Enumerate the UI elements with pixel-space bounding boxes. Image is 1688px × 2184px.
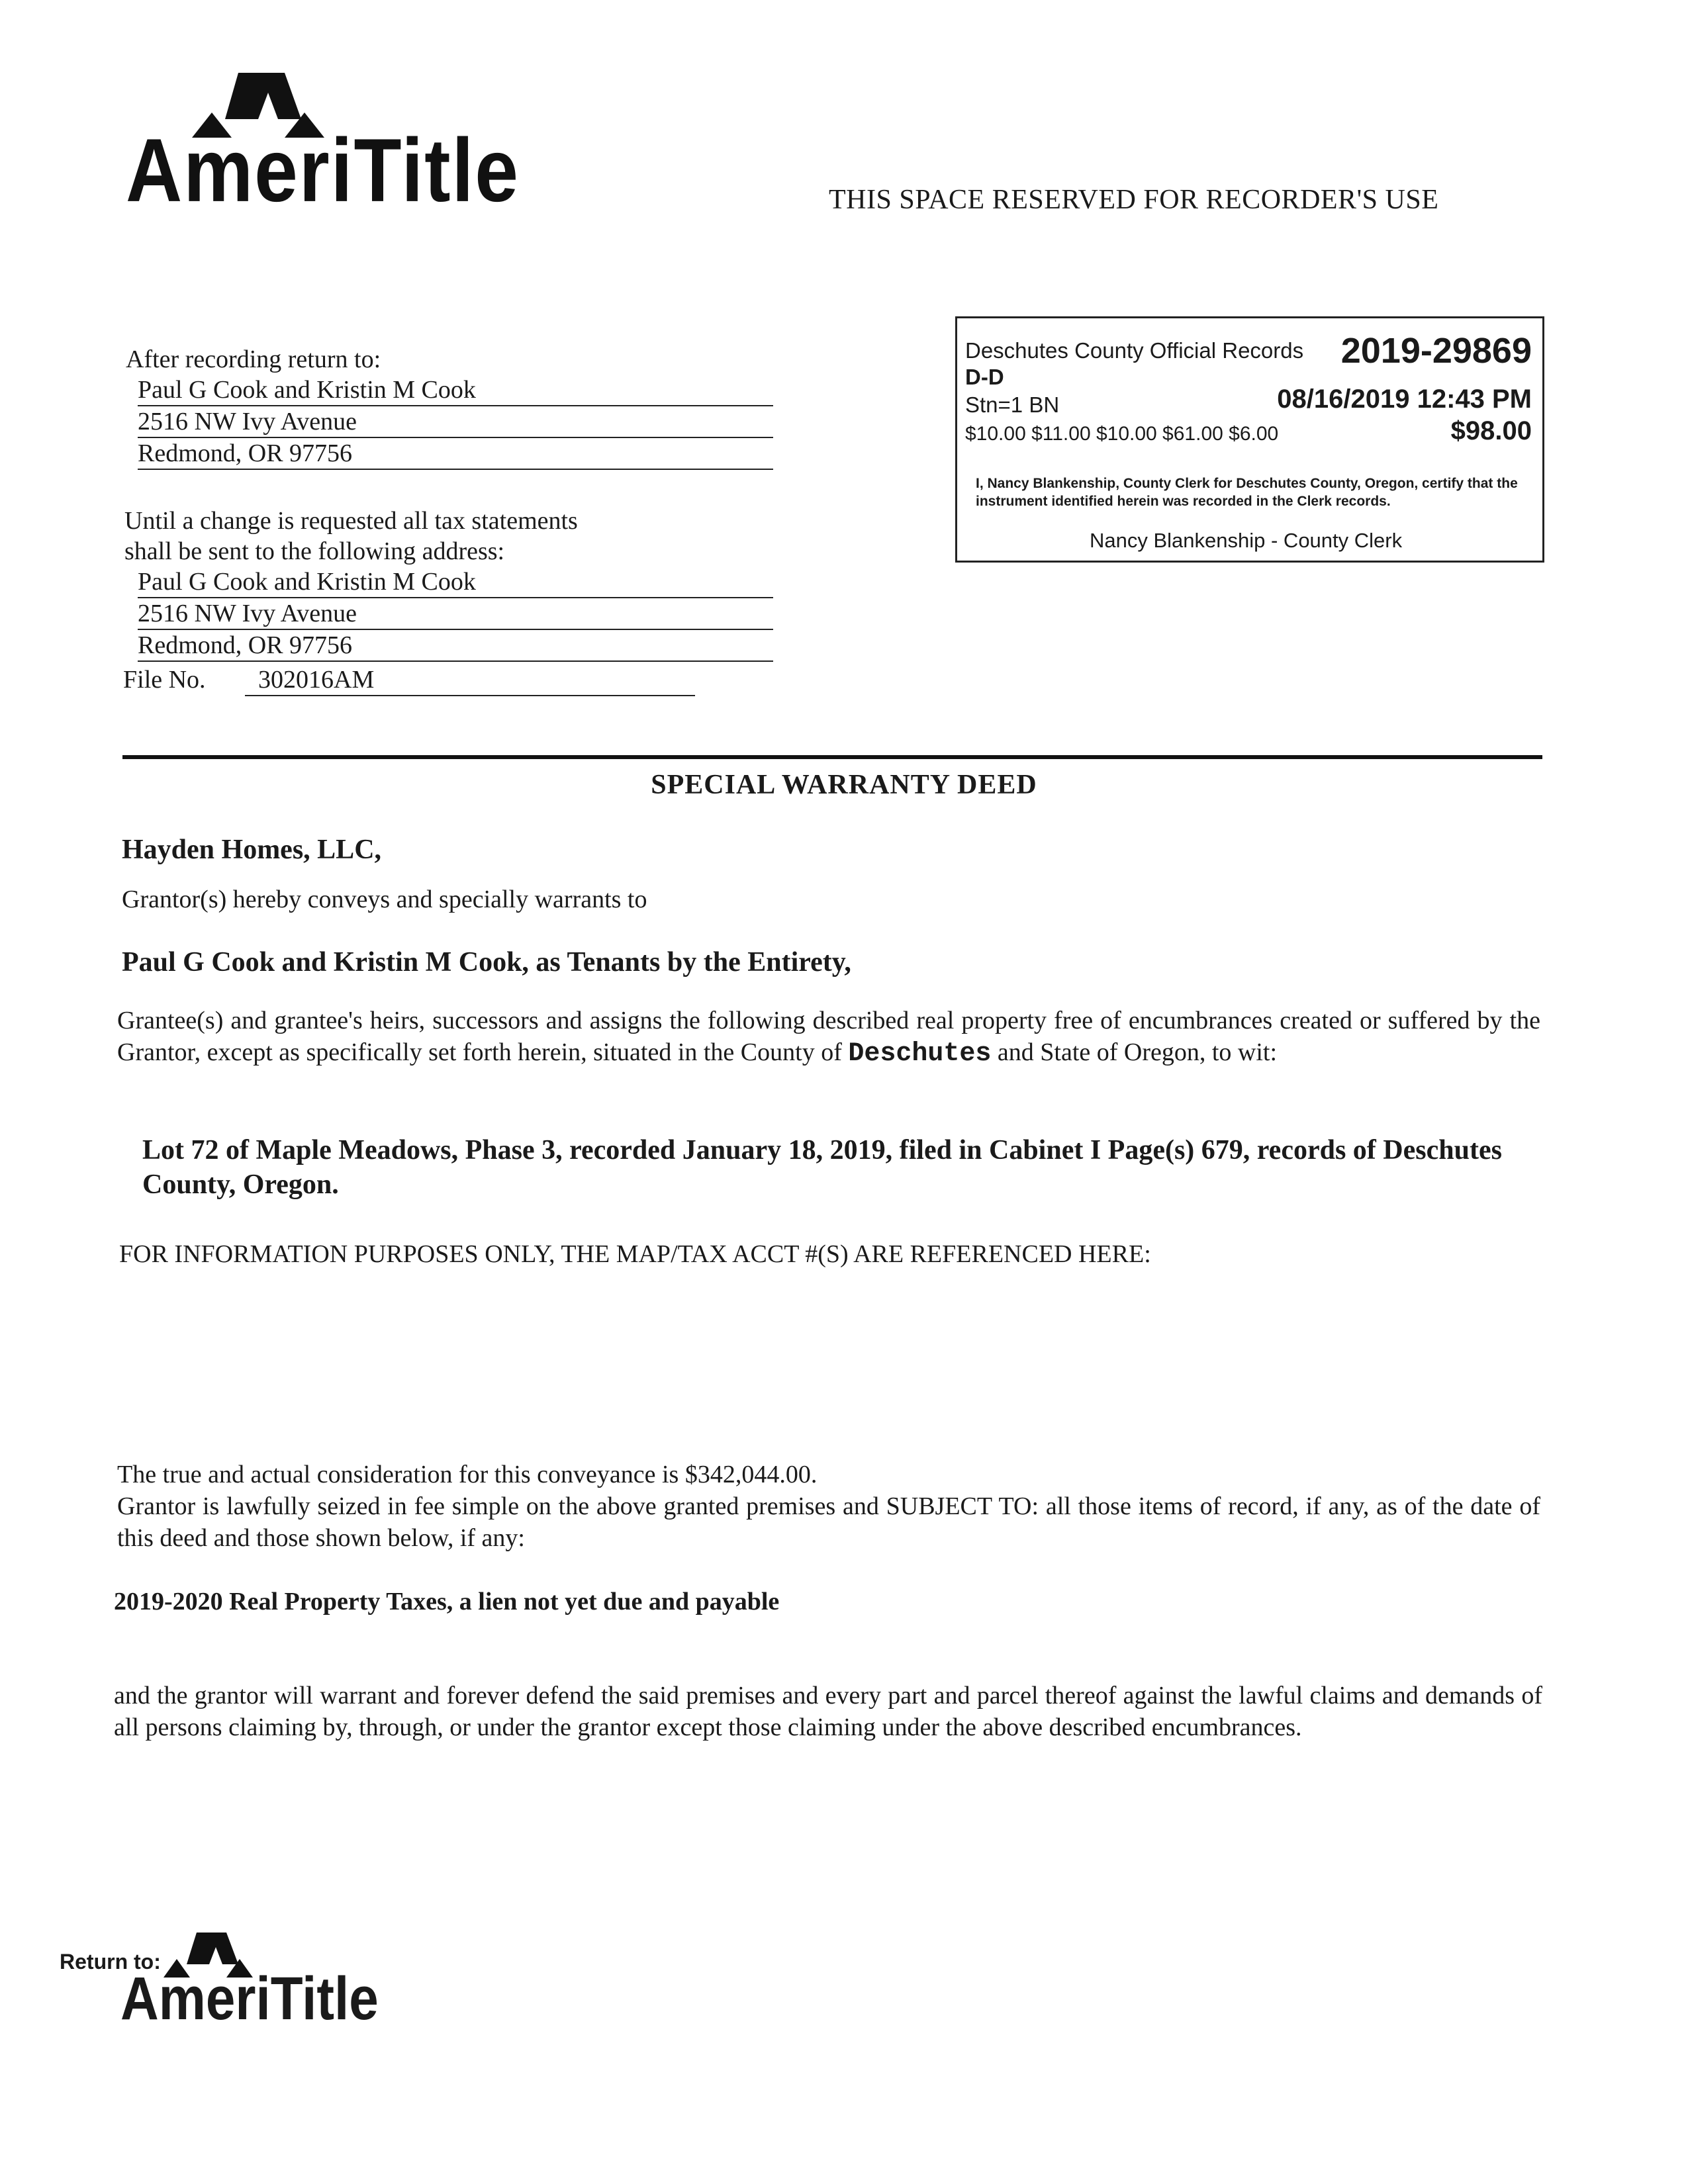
consideration-statement: The true and actual consideration for this conveyance is $342,044.00. (117, 1461, 818, 1488)
clerk-certification: I, Nancy Blankenship, County Clerk for Deschutes County, Oregon, certify that the instrument identified herein was recorded in the Clerk records. (976, 476, 1518, 509)
return-to-city: Redmond, OR 97756 (138, 438, 773, 470)
records-office: Deschutes County Official Records (965, 338, 1304, 363)
recording-fees: $10.00 $11.00 $10.00 $61.00 $6.00 (965, 423, 1279, 445)
grantor-clause: Grantor(s) hereby conveys and specially warrants to (122, 886, 647, 913)
return-to-street: 2516 NW Ivy Avenue (138, 406, 773, 438)
tax-statement-street: 2516 NW Ivy Avenue (138, 598, 773, 630)
file-number: 302016AM (245, 664, 695, 696)
tax-statement-city: Redmond, OR 97756 (138, 630, 773, 662)
grantor-name: Hayden Homes, LLC, (122, 835, 382, 865)
footer-logo (120, 1933, 379, 2038)
document-type: D-D (965, 365, 1004, 389)
recording-number: 2019-29869 (1340, 331, 1532, 371)
ameritite-logo (126, 73, 520, 221)
return-to-label: After recording return to: (126, 345, 381, 373)
section-divider (122, 755, 1542, 759)
file-number-label: File No. (123, 666, 206, 694)
county-name: Deschutes (848, 1039, 992, 1069)
warranty-clause: and the grantor will warrant and forever defend the said premises and every part and parcel thereof against the lawful claims and demands of all persons claiming by, through, or under the grantor except those claiming under the above described encumbrances. (114, 1682, 1542, 1741)
recording-total: $98.00 (1450, 416, 1532, 445)
grantee-clause-text: Grantee(s) and grantee's heirs, successors and assigns the following described real property free of encumbrances created or suffered by the Grantor, except as specifically set forth herein, situated in the County of (117, 1007, 1540, 1066)
tax-statement-label-2: shall be sent to the following address: (124, 537, 505, 565)
deed-title: SPECIAL WARRANTY DEED (651, 770, 1037, 800)
info-purposes-notice: FOR INFORMATION PURPOSES ONLY, THE MAP/TAX ACCT #(S) ARE REFERENCED HERE: (119, 1240, 1151, 1268)
grantee-clause (117, 1005, 1540, 1070)
tax-statement-name: Paul G Cook and Kristin M Cook (138, 567, 773, 598)
return-to-name: Paul G Cook and Kristin M Cook (138, 375, 773, 406)
footer-return-label: Return to: (60, 1950, 161, 1974)
recorder-space-label: THIS SPACE RESERVED FOR RECORDER'S USE (829, 185, 1439, 215)
legal-description: Lot 72 of Maple Meadows, Phase 3, recorded January 18, 2019, filed in Cabinet I Page(s) 679, records of Deschutes County, Oregon. (142, 1135, 1502, 1200)
grantee-clause-end: and State of Oregon, to wit: (991, 1038, 1278, 1066)
recording-stamp (955, 316, 1544, 563)
recording-datetime: 08/16/2019 12:43 PM (1277, 385, 1532, 414)
logo-wordmark: AmeriTitle (126, 120, 520, 221)
subject-to-clause: Grantor is lawfully seized in fee simple on the above granted premises and SUBJECT TO: all those items of record, if any, as of the date of this deed and those shown below, if any: (117, 1492, 1540, 1552)
footer-logo-wordmark: AmeriTitle (120, 1964, 379, 2032)
exception-item: 2019-2020 Real Property Taxes, a lien not yet due and payable (114, 1588, 780, 1615)
grantee-name: Paul G Cook and Kristin M Cook, as Tenants by the Entirety, (122, 947, 851, 978)
station-code: Stn=1 BN (965, 392, 1060, 417)
tax-statement-label-1: Until a change is requested all tax statements (124, 507, 578, 535)
county-clerk-name: Nancy Blankenship - County Clerk (1090, 529, 1403, 552)
